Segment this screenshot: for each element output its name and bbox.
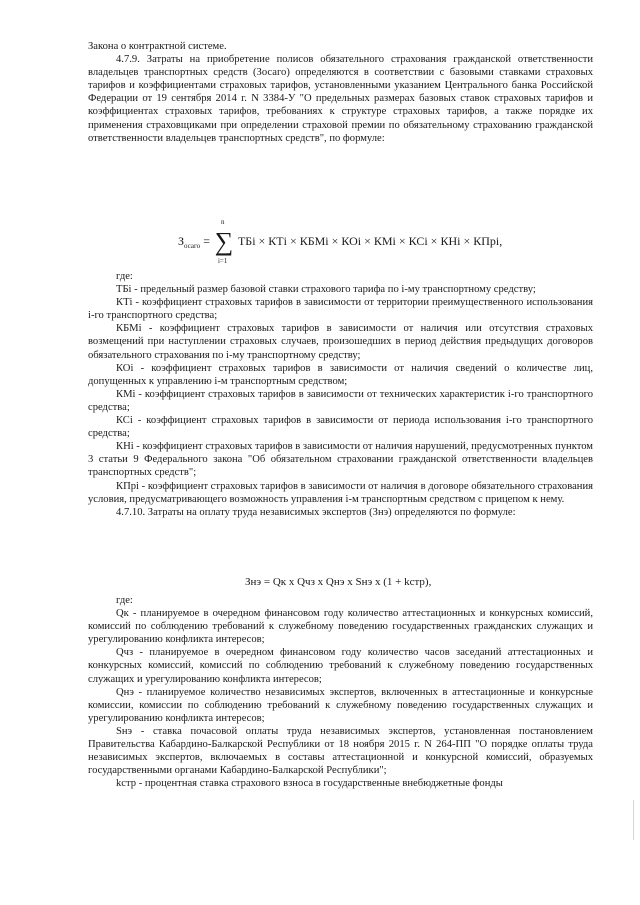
para-law-ref: Закона о контрактной системе. <box>88 41 227 52</box>
def-kpr: КПрi - коэффициент страховых тарифов в зависимости от наличия в договоре обязательного страхования условия, предусматривающего возможность управления i-м транспортным средством с прицепом к нему. <box>88 480 593 505</box>
scan-edge-mark <box>633 800 634 840</box>
def-kbm: КБМi - коэффициент страховых тарифов в зависимости от наличия или отсутствия страховых возмещений при наступлении страховых случаев, произошедших в период действия предыдущих договоров обязательного страхования по i-му транспортному средству; <box>88 323 593 361</box>
def-qchz: Qчз - планируемое в очередном финансовом году количество часов заседаний аттестационных и конкурсных комиссий, комиссий по соблюдению требований к служебному поведению государственных служащих и урегулированию конфликта интересов; <box>88 647 593 685</box>
def-ks: КСi - коэффициент страховых тарифов в зависимости от периода использования i-го транспортного средства; <box>88 415 593 440</box>
definitions-block-1 <box>88 270 593 519</box>
formula-osago-lhs: З <box>178 233 185 248</box>
def-kn: КНi - коэффициент страховых тарифов в зависимости от наличия нарушений, предусмотренных пунктом 3 статьи 9 Федерального закона "Об обязательном страховании гражданской ответственности владельцев транспортных средств"; <box>88 441 594 479</box>
formula-osago-rhs: ТБi × КТi × КБМi × КОi × КМi × КСi × КНi × КПрi, <box>237 233 503 248</box>
def-qne: Qнэ - планируемое количество независимых экспертов, включенных в аттестационные и конкурсные комиссии, комиссии по соблюдению требований к служебному поведению государственных служащих и урегулированию конфликта интересов; <box>88 686 593 724</box>
where-label-2: где: <box>116 595 133 606</box>
intro-paragraph-block <box>88 40 593 145</box>
formula-experts: Знэ = Qк х Qчз х Qнэ х Sнэ х (1 + kстр), <box>245 576 432 588</box>
sum-upper-limit: n <box>220 218 225 226</box>
formula-osago-eq: = <box>203 233 210 248</box>
definitions-block-2 <box>88 594 593 790</box>
def-ko: КОi - коэффициент страховых тарифов в зависимости от наличия сведений о количестве лиц, допущенных к управлению i-м транспортным средством; <box>88 362 593 387</box>
def-tb: ТБi - предельный размер базовой ставки страхового тарифа по i-му транспортному средству; <box>116 284 536 296</box>
def-kstr: kстр - процентная ставка страхового взноса в государственные внебюджетные фонды <box>116 778 503 790</box>
formula-osago <box>178 218 503 265</box>
def-kt: КТi - коэффициент страховых тарифов в зависимости от территории преимущественного использования i-го транспортного средства; <box>88 297 593 322</box>
def-qk: Qк - планируемое в очередном финансовом году количество аттестационных и конкурсных комиссий, комиссий по соблюдению требований к служебному поведению государственных гражданских служащих и урегулированию конфликта интересов; <box>88 608 593 646</box>
def-km: КМi - коэффициент страховых тарифов в зависимости от технических характеристик i-го транспортного средства; <box>88 388 593 413</box>
sum-lower-limit: i=1 <box>217 257 228 265</box>
def-sne: Sнэ - ставка почасовой оплаты труда независимых экспертов, установленная постановлением Правительства Кабардино-Балкарской Республики от 18 ноября 2015 г. N 264-ПП "О порядке оплаты труда независимых экспертов, включаемых в составы аттестационной и конкурсной комиссий, образуемых государственными органами Кабардино-Балкарской Республики"; <box>88 725 593 777</box>
formula-osago-lhs-sub: осаго <box>184 242 201 251</box>
sum-symbol: n ∑ i=1 <box>214 218 234 265</box>
where-label-1: где: <box>116 271 133 282</box>
para-4-7-10: 4.7.10. Затраты на оплату труда независимых экспертов (Знэ) определяются по формуле: <box>116 506 516 518</box>
para-4-7-9: 4.7.9. Затраты на приобретение полисов обязательного страхования гражданской ответственности владельцев транспортных средств (Зосаго) определяются в соответствии с базовыми ставками страховых тарифов и коэффициентами страховых тарифов, установленными указанием Центрального банка Российской Федерации от 19 сентября 2014 г. N 3384-У "О предельных размерах базовых ставок страховых тарифов и коэффициентах страховых тарифов, требованиях к структуре страховых тарифов, а также порядке их применения страховщиками при определении страховой премии по обязательному страхованию гражданской ответственности владельцев транспортных средств", по формуле: <box>88 54 593 144</box>
